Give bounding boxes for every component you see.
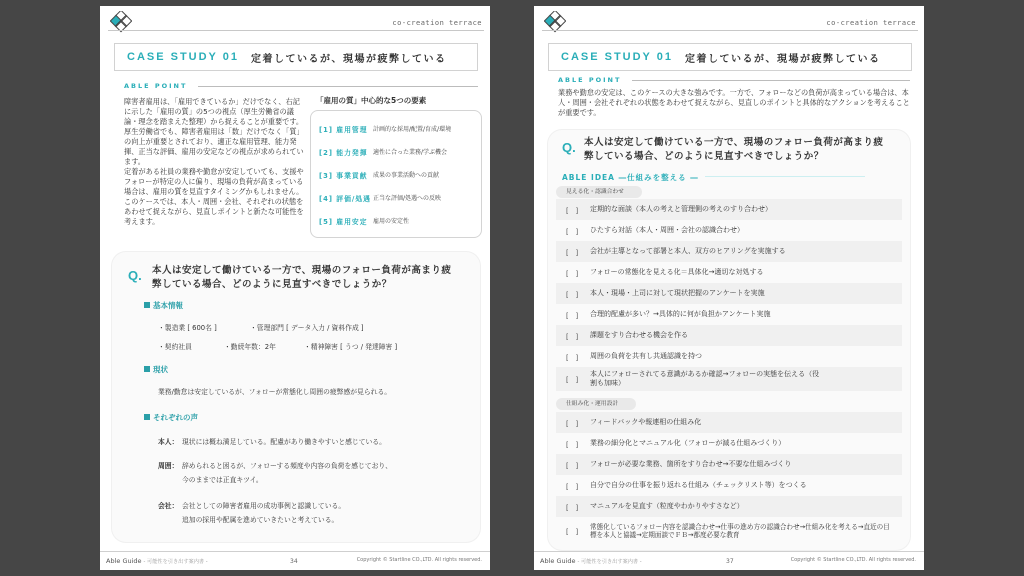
brand-text: co-creation terrace <box>826 19 916 27</box>
question-text: 本人は安定して働けている一方で、現場のフォロー負荷が高まり疲弊している場合、どのように見直すべきでしょうか？ <box>584 137 884 162</box>
page-left <box>100 6 490 570</box>
able-point-body <box>558 88 910 118</box>
checklist-item <box>556 325 902 346</box>
five-element-desc: 成果の事業活動への貢献 <box>373 172 440 179</box>
voice-line: 追加の採用や配属を進めていきたいと考えている。 <box>182 516 339 524</box>
able-point-heading: ABLE POINT <box>558 76 622 84</box>
checklist-item <box>556 433 902 454</box>
able-point-paragraph: 定着がある社員の業務や勤怠が安定していても、支援やフォローが特定の人に偏り、現場の負荷が高まっている場合は、雇用の質を見直すタイミングかもしれません。 <box>124 167 304 196</box>
checklist-item <box>556 475 902 496</box>
checklist-text: 会社が主導となって部署と本人、双方のヒアリングを実施する <box>590 247 786 255</box>
checklist-item <box>556 262 902 283</box>
able-point-body <box>124 97 306 227</box>
checkbox-icon: [ ] <box>566 248 579 257</box>
voices-heading: それぞれの声 <box>144 412 198 423</box>
five-element-tag: [2] 能力発揮 <box>319 148 368 157</box>
checklist-text: 常態化しているフォロー内容を認識合わせ→仕事の進め方の認識合わせ→仕組み化を考える→直近の目標を本人と協議→定期面談でＦＢ→都度必要な教育 <box>590 522 890 539</box>
checklist-text: フィードバックや報連相の仕組み化 <box>590 418 702 426</box>
question-mark: Q. <box>128 268 142 283</box>
page-number: 37 <box>726 558 734 565</box>
checklist-item <box>556 241 902 262</box>
checkbox-icon: [ ] <box>566 503 579 512</box>
info-tenure: ・勤続年数：2年 <box>224 343 276 351</box>
checklist-item <box>556 199 902 220</box>
five-element-desc: 正当な評価/処遇への反映 <box>373 195 442 202</box>
header-divider <box>542 30 918 31</box>
checklist-text: 定期的な面談（本人の考えと管理側の考えのすり合わせ） <box>590 205 772 213</box>
case-title: 定着しているが、現場が疲弊している <box>251 53 447 65</box>
footer-divider <box>534 551 924 552</box>
five-elements-box <box>310 110 482 238</box>
footer-guide: Able Guide - 可能性を引き出す案内書 - <box>106 557 208 565</box>
able-idea-heading: ABLE IDEA ―仕組みを整える ― <box>562 172 865 183</box>
five-element-tag: [1] 雇用管理 <box>319 125 368 134</box>
info-department: ・管理部門 [ データ入力 / 資料作成 ] <box>250 324 364 332</box>
page-right <box>534 6 924 570</box>
checkbox-icon: [ ] <box>566 419 579 428</box>
five-element-row <box>319 140 481 163</box>
checklist-item <box>556 412 902 433</box>
five-element-row <box>319 117 481 140</box>
checklist-text: 本人・現場・上司に対して現状把握のアンケートを実施 <box>590 289 765 297</box>
five-element-tag: [4] 評価/処遇 <box>319 194 371 203</box>
checkbox-icon: [ ] <box>566 206 579 215</box>
five-element-row <box>319 186 481 209</box>
five-element-row <box>319 163 481 186</box>
able-point-paragraph: 障害者雇用は、「雇用できているか」だけでなく、右記に示した「雇用の質」の5つの視点（厚生労働省の議論・理念を踏まえた整理）から捉えることが重要です。 <box>124 97 304 126</box>
voice-speaker: 周囲： <box>158 462 179 470</box>
checklist-text: ひたすら対話（本人・周囲・会社の認識合わせ） <box>590 226 744 234</box>
checkbox-icon: [ ] <box>566 290 579 299</box>
checklist-text: 業務の細分化とマニュアル化（フォローが減る仕組みづくり） <box>590 439 786 447</box>
question-mark: Q. <box>562 140 576 155</box>
footer-divider <box>100 551 490 552</box>
info-industry: ・製造業 [ 600名 ] <box>158 324 217 332</box>
checkbox-icon: [ ] <box>566 440 579 449</box>
checkbox-icon: [ ] <box>566 332 579 341</box>
checklist-item <box>556 220 902 241</box>
voice-line: 会社としての障害者雇用の成功事例と認識している。 <box>182 502 346 510</box>
five-element-desc: 雇用の安定性 <box>373 218 410 225</box>
status-heading: 現状 <box>144 364 168 375</box>
voice-line: 辞められると困るが、フォローする頻度や内容の負荷を感じており、 <box>182 462 393 470</box>
checklist-item <box>556 367 902 391</box>
checklist-item <box>556 283 902 304</box>
five-element-tag: [5] 雇用安定 <box>319 217 368 226</box>
checklist-item <box>556 518 902 544</box>
checkbox-icon: [ ] <box>566 528 579 536</box>
five-element-tag: [3] 事業貢献 <box>319 171 368 180</box>
checkbox-icon: [ ] <box>566 311 579 320</box>
able-point-paragraph: 厚生労働省でも、障害者雇用は「数」だけでなく「質」の向上が重要とされており、適正な雇用管理、能力発揮、正当な評価、雇用の安定などの視点が求められています。 <box>124 127 304 166</box>
checklist-item <box>556 454 902 475</box>
five-element-desc: 適性に合った業務/学ぶ機会 <box>373 149 448 156</box>
footer-guide: Able Guide - 可能性を引き出す案内書 - <box>540 557 642 565</box>
question-text: 本人は安定して働けている一方で、現場のフォロー負荷が高まり疲弊している場合、どのように見直すべきでしょうか？ <box>152 265 452 290</box>
able-point-paragraph: このケースでは、本人・周囲・会社、それぞれの状態をあわせて捉えながら、見直しポイントと新たな可能性を考えます。 <box>124 197 304 226</box>
group-label: 仕組み化・運用設計 <box>556 398 636 410</box>
group-label: 見える化・認識合わせ <box>556 186 642 198</box>
checkbox-icon: [ ] <box>566 376 579 384</box>
checklist-item <box>556 304 902 325</box>
voice-speaker: 会社： <box>158 502 179 510</box>
copyright: Copyright © Startline CO.,LTD. All rights reserved. <box>356 557 482 563</box>
checklist-text: 合理的配慮が多い？→具体的に何が負担かアンケート実施 <box>590 310 771 318</box>
case-title-box <box>548 43 912 71</box>
five-elements-title: 「雇用の質」中心的な5つの要素 <box>316 96 427 105</box>
checkbox-icon: [ ] <box>566 353 579 362</box>
checklist-text: 本人にフォローされてる意識があるか確認→フォローの実態を伝える（役割も加味） <box>590 370 820 387</box>
case-label: CASE STUDY 01 <box>127 51 239 63</box>
info-disability: ・精神障害 [ うつ / 発達障害 ] <box>304 343 398 351</box>
checklist-text: フォローが必要な業務、箇所をすり合わせ→不要な仕組みづくり <box>590 460 792 468</box>
able-point-heading: ABLE POINT <box>124 82 188 90</box>
brand-text: co-creation terrace <box>392 19 482 27</box>
checklist-text: 周囲の負荷を共有し共通認識を持つ <box>590 352 702 360</box>
checkbox-icon: [ ] <box>566 269 579 278</box>
checklist-item <box>556 496 902 517</box>
page-number: 34 <box>290 558 298 565</box>
info-employment: ・契約社員 <box>158 343 192 351</box>
checklist-text: 課題をすり合わせる機会を作る <box>590 331 688 339</box>
case-title-box <box>114 43 478 71</box>
question-card <box>112 252 480 542</box>
checkbox-icon: [ ] <box>566 482 579 491</box>
case-label: CASE STUDY 01 <box>561 51 673 63</box>
checklist-text: フォローの常態化を見える化＝具体化→適切な対処する <box>590 268 764 276</box>
able-point-paragraph: 業務や勤怠の安定は、このケースの大きな強みです。一方で、フォローなどの負荷が高まっている場合は、本人・周囲・会社それぞれの状態をあわせて捉えながら、見直しのポイントと具体的なアクションを考えることが重要です。 <box>558 88 910 117</box>
checklist-item <box>556 346 902 367</box>
five-element-row <box>319 209 481 232</box>
checkbox-icon: [ ] <box>566 461 579 470</box>
basic-info-heading: 基本情報 <box>144 300 183 311</box>
voice-speaker: 本人： <box>158 438 179 446</box>
checkbox-icon: [ ] <box>566 227 579 236</box>
voice-line: 現状には概ね満足している。配慮があり働きやすいと感じている。 <box>182 438 386 446</box>
able-point-rule <box>632 80 910 81</box>
five-element-desc: 計画的な採用/配置/育成/環境 <box>373 126 452 133</box>
status-text: 業務/勤怠は安定しているが、フォローが常態化し周囲の疲弊感が見られる。 <box>158 388 392 396</box>
header-divider <box>108 30 484 31</box>
copyright: Copyright © Startline CO.,LTD. All rights reserved. <box>790 557 916 563</box>
able-point-rule <box>198 86 478 87</box>
checklist-text: マニュアルを見直す（粒度やわかりやすさなど） <box>590 502 744 510</box>
checklist-text: 自分で自分の仕事を振り返れる仕組み（チェックリスト等）をつくる <box>590 481 807 489</box>
voice-line: 今のままでは正直キツイ。 <box>182 476 263 484</box>
case-title: 定着しているが、現場が疲弊している <box>685 53 881 65</box>
